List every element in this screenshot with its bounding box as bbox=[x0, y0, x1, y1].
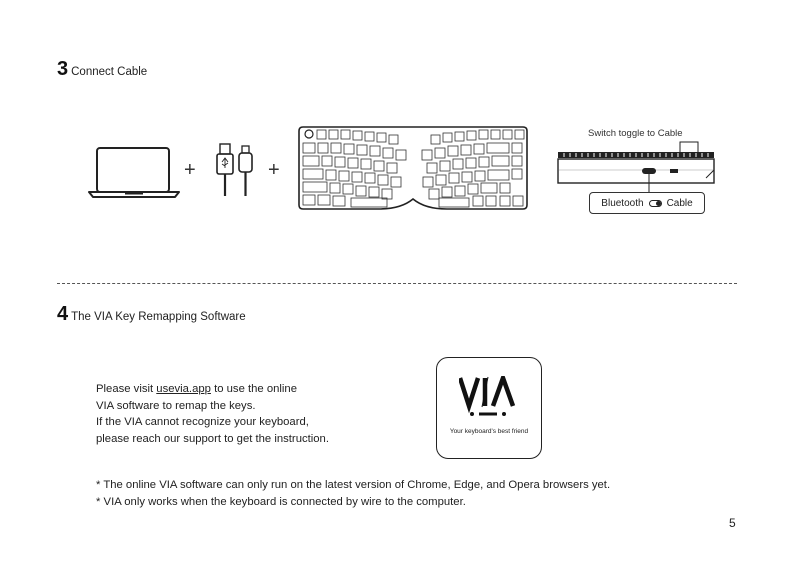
toggle-caption: Switch toggle to Cable bbox=[588, 128, 683, 139]
notes bbox=[96, 477, 610, 510]
section-3-title: Connect Cable bbox=[71, 66, 148, 78]
section-divider bbox=[57, 283, 737, 284]
keyboard-icon bbox=[297, 125, 529, 211]
via-logo-tagline: Your keyboard's best friend bbox=[449, 428, 529, 435]
via-line-1: Please visit usevia.app to use the online bbox=[96, 383, 297, 395]
section-4-heading bbox=[57, 303, 246, 326]
toggle-label-box bbox=[589, 192, 705, 214]
section-4-number: 4 bbox=[57, 303, 69, 325]
note-2: * VIA only works when the keyboard is connected by wire to the computer. bbox=[96, 495, 466, 508]
via-line-2: VIA software to remap the keys. bbox=[96, 399, 256, 412]
plus-sign: + bbox=[184, 159, 196, 181]
via-logo-mark bbox=[459, 376, 521, 420]
via-line-3: If the VIA cannot recognize your keyboard, bbox=[96, 416, 309, 428]
note-1: * The online VIA software can only run on the latest version of Chrome, Edge, and Opera browsers yet. bbox=[96, 479, 611, 491]
usevia-link[interactable]: usevia.app bbox=[156, 383, 211, 395]
svg-text:VIA: VIA bbox=[459, 376, 461, 377]
via-logo bbox=[436, 357, 542, 459]
via-instructions bbox=[96, 381, 329, 447]
plus-sign-2: + bbox=[268, 159, 280, 181]
section-3-heading bbox=[57, 58, 147, 81]
bluetooth-label: Bluetooth bbox=[601, 197, 644, 209]
section-4-title: The VIA Key Remapping Software bbox=[71, 311, 246, 323]
via-line-4: please reach our support to get the instruction. bbox=[96, 432, 329, 445]
laptop-icon bbox=[87, 146, 181, 198]
page-number: 5 bbox=[729, 516, 736, 530]
usb-cable-icon bbox=[212, 140, 254, 202]
cable-label: Cable bbox=[666, 197, 693, 209]
toggle-switch-icon bbox=[649, 200, 662, 207]
section-3-number: 3 bbox=[57, 58, 69, 80]
keyboard-side-view bbox=[556, 140, 718, 192]
